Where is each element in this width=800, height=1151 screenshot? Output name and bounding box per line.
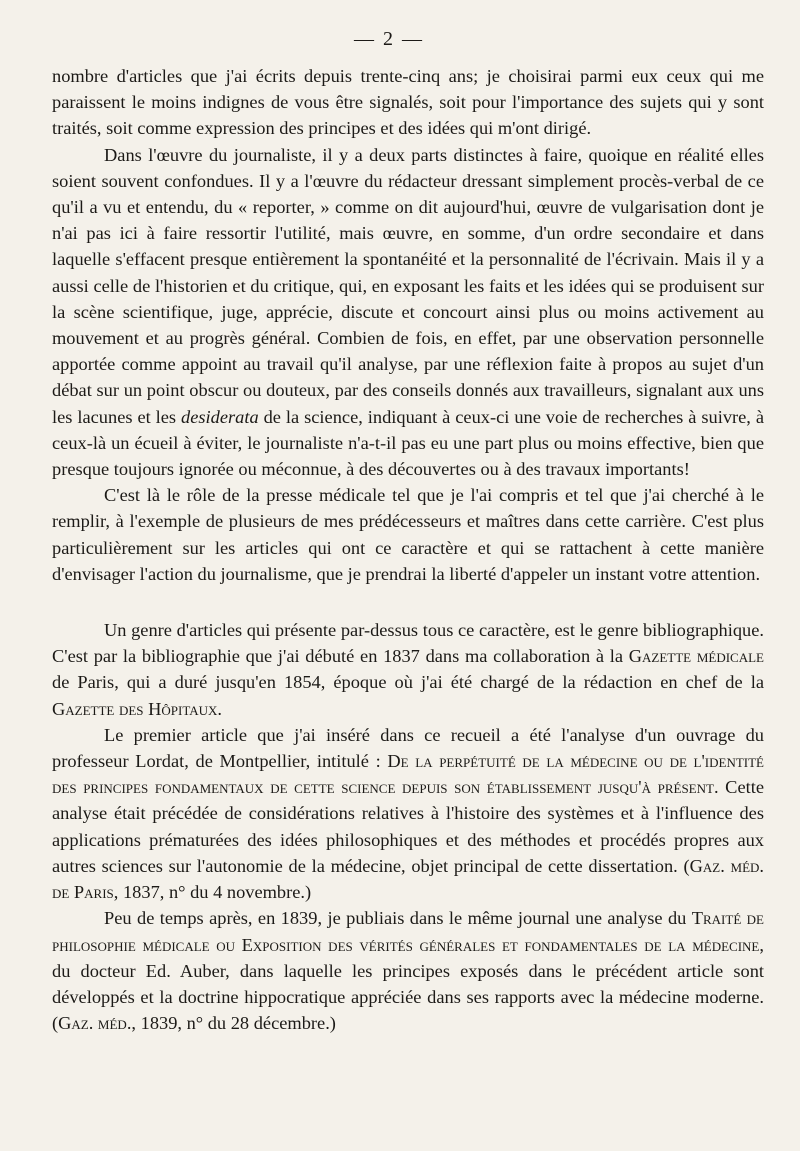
page-number: — 2 — xyxy=(354,28,424,50)
paragraph-3: C'est là le rôle de la presse médicale tel que je l'ai compris et tel que j'ai cherché à le remplir, à l'exemple de plusieurs de mes prédécesseurs et maîtres dans cette carrière. C'est plus particulièrement sur les articles qui ont ce caractère et qui se rattachent à cette manière d'envisager l'action du journalisme, que je prendrai la liberté d'appeler un instant votre attention. xyxy=(52,485,764,584)
paragraph-5-text-a: Le premier article que j'ai inséré dans ce recueil a été l'analyse d'un ouvrage du professeur Lordat, de Montpellier, intitulé : xyxy=(52,724,764,772)
citation-gazette: Gaz. méd. de Paris xyxy=(52,855,764,903)
paragraph-6-text-a: Peu de temps après, en 1839, je publiais dans le même journal une analyse du xyxy=(104,908,692,929)
paragraph-1: nombre d'articles que j'ai écrits depuis trente-cinq ans; je choisirai parmi eux ceux qui me paraissent le moins indignes de vous être signalés, soit pour l'importance des sujets qui y sont traités, soit comme expression des principes et des idées qui m'ont dirigé. xyxy=(52,66,764,139)
journal-title-gazette-hopitaux: Gazette des Hôpitaux xyxy=(52,698,218,719)
paragraph-5-text-c: , 1837, n° du 4 novembre.) xyxy=(113,882,312,903)
book-title-auber: Traité de philosophie médicale ou Exposition des vérités générales et fondamentales de la médecine xyxy=(52,908,764,955)
paragraph-2 xyxy=(52,142,764,483)
citation-gazette-2: Gaz. méd. xyxy=(58,1013,132,1034)
paragraph-6-text-b: , du docteur Ed. Auber, dans laquelle les principes exposés dans le précédent article sont développés et la doctrine hippocratique appréciée dans ses rapports avec la médecine moderne. ( xyxy=(52,934,764,1034)
paragraph-6-text-c: , 1839, n° du 28 décembre.) xyxy=(131,1013,336,1034)
paragraph-4-text-b: de Paris, qui a duré jusqu'en 1854, époque où j'ai été chargé de la rédaction en chef de la xyxy=(52,672,764,693)
paragraph-2-text-b: de la science, indiquant à ceux-ci une voie de recherches à suivre, à ceux-là un écueil à éviter, le journaliste n'a-t-il pas eu une part plus ou moins effective, bien que presque toujours ignorée ou méconnue, à des découvertes ou à des travaux importants! xyxy=(52,406,764,480)
paragraph-4-text-c: . xyxy=(217,698,223,719)
book-title-lordat: De la perpétuité de la médecine ou de l'identité des principes fondamentaux de cette science depuis son établissement jusqu'à présent xyxy=(52,751,765,798)
paragraph-6 xyxy=(52,905,764,1036)
paragraph-2-italic: desiderata xyxy=(181,406,259,427)
paragraph-4-text-a: Un genre d'articles qui présente par-dessus tous ce caractère, est le genre bibliographique. C'est par la bibliographie que j'ai débuté en 1837 dans ma collaboration à la xyxy=(52,620,764,667)
paragraph-4 xyxy=(52,617,764,722)
paragraph-2-text-a: Dans l'œuvre du journaliste, il y a deux parts distinctes à faire, quoique en réalité elles soient souvent confondues. Il y a l'œuvre du rédacteur dressant simplement procès-verbal de ce qu'il a vu et entendu, du « reporter, » comme on dit aujourd'hui, œuvre de vulgarisation dont je n'ai pas ici à faire ressortir l'utilité, mais œuvre, en somme, d'un ordre secondaire et dans laquelle s'effacent presque entièrement la spontanéité et la personnalité de l'écrivain. Mais il y a aussi celle de l'historien et du critique, qui, en exposant les faits et les idées qui se produisent sur la scène scientifique, juge, apprécie, discute et concourt ainsi plus ou moins activement au mouvement et au progrès général. Combien de fois, en effet, par une observation personnelle apportée comme appoint au travail qu'il analyse, par une réflexion faite à propos au sujet d'un débat sur un point obscur ou douteux, par des conseils donnés aux travailleurs, signalant aux uns les lacunes et les xyxy=(52,144,764,427)
paragraph-5 xyxy=(52,722,764,905)
paragraph-5-text-b: . Cette analyse était précédée de considérations relatives à l'histoire des systèmes et à l'influence des applications prématurées des idées philosophiques et des méthodes et procédés propres aux autres sciences sur l'autonomie de la médecine, objet principal de cette dissertation. ( xyxy=(52,777,764,876)
section-gap xyxy=(52,587,764,617)
journal-title-gazette-medicale: Gazette médicale xyxy=(628,646,764,667)
